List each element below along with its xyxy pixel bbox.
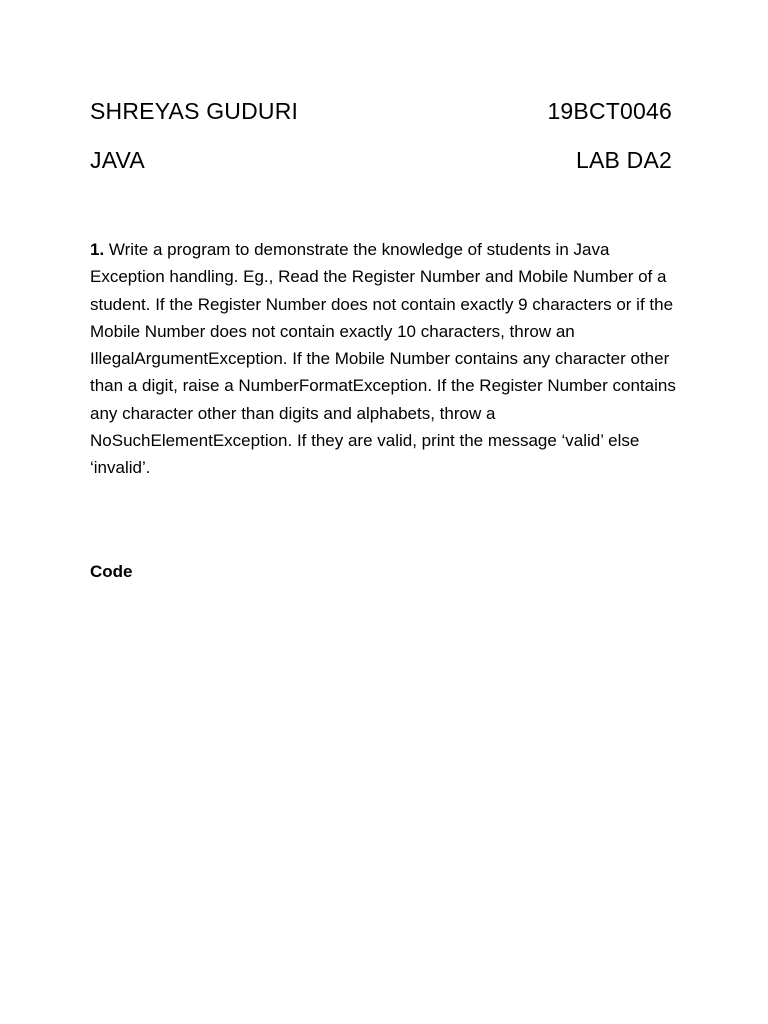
question-text: Write a program to demonstrate the knowledge of students in Java Exception handling. Eg., Read the Register Number and Mobile Number of a student. If the Register Number does not contain exactly 9 characters or if the Mobile Number does not contain exactly 10 characters, throw an IllegalArgumentException. If the Mobile Number contains any character other than a digit, raise a NumberFormatException. If the Register Number contains any character other than digits and alphabets, throw a NoSuchElementException. If they are valid, print the message ‘valid’ else ‘invalid’. xyxy=(90,240,676,478)
student-name: SHREYAS GUDURI xyxy=(90,98,299,124)
subject-name: JAVA xyxy=(90,147,145,173)
register-number: 19BCT0046 xyxy=(547,98,672,124)
question-paragraph xyxy=(90,236,680,482)
question-number: 1. xyxy=(90,240,105,259)
code-heading: Code xyxy=(90,562,133,581)
assignment-name: LAB DA2 xyxy=(575,147,672,173)
header-row-1 xyxy=(90,97,672,125)
header-row-2 xyxy=(90,146,672,174)
